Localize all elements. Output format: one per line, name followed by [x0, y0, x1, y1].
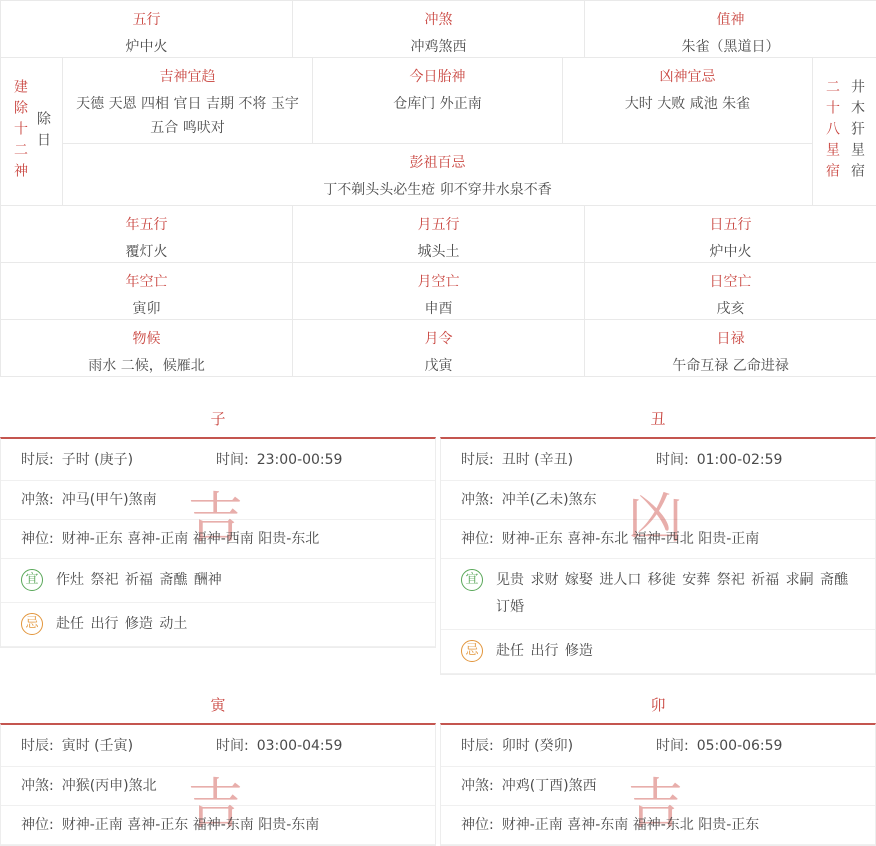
chongsha-label: 冲煞:	[21, 492, 54, 508]
day-type-vertical-label: 除日	[35, 110, 51, 153]
cell-value: 朱雀（黑道日）	[681, 39, 780, 55]
luck-watermark: 吉	[187, 486, 243, 550]
time-value: 01:00-02:59	[696, 452, 783, 468]
yi-icon: 宜	[461, 569, 483, 591]
luck-watermark: 吉	[627, 772, 683, 836]
jianchu-twelve-gods-cell	[1, 58, 63, 206]
yi-value: 见贵 求财 嫁娶 进人口 移徙 安葬 祭祀 祈福 求嗣 斋醮 订婚	[496, 572, 849, 615]
cell-header: 月令	[424, 331, 453, 347]
cell-header: 物候	[132, 331, 161, 347]
cell-header: 日五行	[709, 217, 752, 233]
hour-card-title: 子	[210, 410, 226, 428]
hour-card-title: 卯	[650, 696, 666, 714]
luck-watermark: 吉	[187, 772, 243, 836]
shichen-row	[1, 439, 435, 481]
time-value: 05:00-06:59	[696, 738, 783, 754]
shichen-value: 寅时 (壬寅)	[61, 738, 134, 754]
cell-value: 大时 大败 咸池 朱雀	[624, 96, 751, 112]
year-kongwang-cell	[1, 263, 293, 320]
cell-value: 丁不剃头头必生疮 卯不穿井水泉不香	[323, 182, 552, 198]
time-label: 时间:	[656, 738, 689, 754]
cell-value: 炉中火	[709, 244, 752, 260]
hour-card-title: 寅	[210, 696, 226, 714]
cell-value: 戌亥	[716, 301, 745, 317]
ji-value: 赴任 出行 修造 动土	[56, 616, 188, 632]
shenwei-row	[441, 520, 875, 559]
shenwei-row	[1, 806, 435, 845]
shenwei-row	[1, 520, 435, 559]
cell-header: 冲煞	[424, 12, 453, 28]
evil-gods-cell	[563, 58, 813, 144]
hour-card-mao	[440, 685, 876, 846]
clash-cell	[293, 1, 585, 58]
chongsha-row	[1, 481, 435, 520]
cell-header: 日禄	[716, 331, 745, 347]
chongsha-label: 冲煞:	[461, 778, 494, 794]
cell-value: 覆灯火	[125, 244, 168, 260]
cell-value: 雨水 二候，候雁北	[88, 358, 205, 374]
time-value: 23:00-00:59	[256, 452, 343, 468]
chongsha-row	[1, 767, 435, 806]
day-wuxing-cell	[585, 206, 876, 263]
table-row-seasonal	[1, 320, 876, 377]
ji-row	[1, 603, 435, 647]
shichen-label: 时辰:	[21, 452, 54, 468]
shenwei-row	[441, 806, 875, 845]
time-label: 时间:	[216, 738, 249, 754]
time-label: 时间:	[656, 452, 689, 468]
month-wuxing-cell	[293, 206, 585, 263]
shenwei-value: 财神-正南 喜神-东南 福神-东北 阳贵-正东	[501, 817, 760, 833]
chongsha-label: 冲煞:	[461, 492, 494, 508]
cell-value: 冲鸡煞西	[410, 39, 467, 55]
yi-row	[1, 559, 435, 603]
jianchu-vertical-label: 建除十二神	[12, 79, 28, 184]
cell-value: 申酉	[424, 301, 453, 317]
cell-value: 城头土	[417, 244, 460, 260]
twentyeight-mansions-vertical-label: 二十八星宿	[824, 79, 840, 184]
cell-header: 今日胎神	[409, 69, 466, 85]
ji-value: 赴任 出行 修造	[496, 643, 593, 659]
ji-icon: 忌	[21, 613, 43, 635]
cell-header: 彭祖百忌	[409, 155, 466, 171]
shichen-row	[441, 725, 875, 767]
shenwei-label: 神位:	[21, 531, 54, 547]
shichen-value: 卯时 (癸卯)	[501, 738, 574, 754]
shenwei-label: 神位:	[461, 817, 494, 833]
day-kongwang-cell	[585, 263, 876, 320]
table-row-kongwang	[1, 263, 876, 320]
hour-card-chou	[440, 399, 876, 675]
year-wuxing-cell	[1, 206, 293, 263]
cell-header: 月五行	[417, 217, 460, 233]
almanac-table	[0, 0, 876, 377]
luck-watermark: 凶	[627, 486, 683, 550]
time-label: 时间:	[216, 452, 249, 468]
yi-icon: 宜	[21, 569, 43, 591]
shichen-row	[441, 439, 875, 481]
hour-card-yin	[0, 685, 436, 846]
day-salary-cell	[585, 320, 876, 377]
cell-value: 仓库门 外正南	[393, 96, 482, 112]
shichen-row	[1, 725, 435, 767]
cell-header: 日空亡	[709, 274, 752, 290]
ji-icon: 忌	[461, 640, 483, 662]
lucky-gods-cell	[63, 58, 313, 144]
mansion-name-vertical-label: 井木犴星宿	[849, 79, 865, 184]
shichen-value: 子时 (庚子)	[61, 452, 134, 468]
duty-god-cell	[585, 1, 876, 58]
shenwei-label: 神位:	[461, 531, 494, 547]
cell-value: 炉中火	[125, 39, 168, 55]
cell-header: 值神	[716, 12, 745, 28]
cell-header: 吉神宜趋	[159, 69, 216, 85]
shichen-value: 丑时 (辛丑)	[501, 452, 574, 468]
yi-value: 作灶 祭祀 祈福 斋醮 酬神	[56, 572, 222, 588]
pengzu-taboo-cell	[63, 144, 813, 206]
month-kongwang-cell	[293, 263, 585, 320]
chongsha-value: 冲马(甲午)煞南	[61, 492, 157, 508]
table-row-year-month-day-wuxing	[1, 206, 876, 263]
time-value: 03:00-04:59	[256, 738, 343, 754]
shenwei-value: 财神-正南 喜神-正东 福神-东南 阳贵-东南	[61, 817, 320, 833]
shenwei-label: 神位:	[21, 817, 54, 833]
cell-header: 五行	[132, 12, 161, 28]
cell-value: 午命互禄 乙命进禄	[672, 358, 789, 374]
lunar-mansion-cell	[813, 58, 876, 206]
chongsha-value: 冲羊(乙未)煞东	[501, 492, 597, 508]
five-elements-cell	[1, 1, 293, 58]
chongsha-row	[441, 767, 875, 806]
cell-value: 戊寅	[424, 358, 453, 374]
shichen-label: 时辰:	[461, 452, 494, 468]
chongsha-value: 冲鸡(丁酉)煞西	[501, 778, 597, 794]
chongsha-value: 冲猴(丙申)煞北	[61, 778, 157, 794]
shenwei-value: 财神-正东 喜神-东北 福神-西北 阳贵-正南	[501, 531, 760, 547]
table-row-wuxing	[1, 1, 876, 58]
phenology-cell	[1, 320, 293, 377]
chongsha-label: 冲煞:	[21, 778, 54, 794]
cell-header: 年五行	[125, 217, 168, 233]
cell-header: 月空亡	[417, 274, 460, 290]
month-order-cell	[293, 320, 585, 377]
shichen-label: 时辰:	[21, 738, 54, 754]
hour-card-title: 丑	[650, 410, 666, 428]
hour-cards-section	[0, 399, 876, 846]
ji-row	[441, 630, 875, 674]
table-band-gods	[1, 58, 876, 206]
cell-value: 天德 天恩 四相 官日 吉期 不将 玉宇 五合 鸣吠对	[76, 96, 299, 136]
yi-row	[441, 559, 875, 630]
fetal-god-cell	[313, 58, 563, 144]
shenwei-value: 财神-正东 喜神-正南 福神-西南 阳贵-东北	[61, 531, 320, 547]
hour-card-zi	[0, 399, 436, 648]
cell-header: 凶神宜忌	[659, 69, 716, 85]
cell-header: 年空亡	[125, 274, 168, 290]
cell-value: 寅卯	[132, 301, 161, 317]
chongsha-row	[441, 481, 875, 520]
shichen-label: 时辰:	[461, 738, 494, 754]
